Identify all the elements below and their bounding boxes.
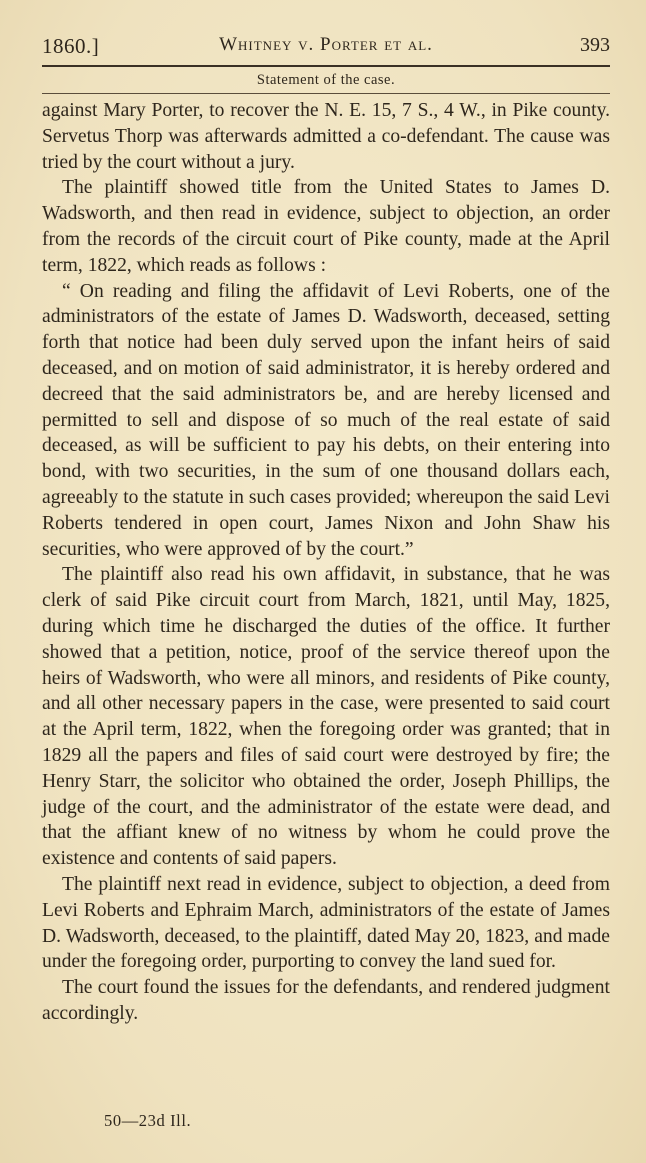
- paragraph: The plaintiff also read his own affidavit, in substance, that he was clerk of said Pike circuit court from March, 1821, until May, 1825, during which time he discharged the duties of the office. It further showed that a petition, notice, proof of the service thereof upon the heirs of Wadsworth, who were all minors, and residents of Pike county, and all other necessary papers in the case, were presented to said court at the April term, 1822, when the foregoing order was granted; that in 1829 all the papers and files of said court were destroyed by fire; the Henry Starr, the solicitor who obtained the order, Joseph Phillips, the judge of the court, and the administrator of the estate were dead, and that the affiant knew of no witness by whom he could prove the existence and contents of said papers.: [42, 564, 610, 870]
- page-number: 393: [580, 34, 610, 56]
- paragraph: The court found the issues for the defendants, and rendered judgment accordingly.: [42, 977, 610, 1024]
- paragraph: The plaintiff next read in evidence, subject to objection, a deed from Levi Roberts and Ephraim March, administrators of the estate of James D. Wadsworth, deceased, to the plaintiff, dated May 20, 1823, and made under the foregoing order, purporting to convey the land sued for.: [42, 873, 610, 973]
- body-text: [42, 98, 610, 1027]
- running-head-title: Whitney v. Porter et al.: [219, 34, 433, 55]
- paragraph: against Mary Porter, to recover the N. E. 15, 7 S., 4 W., in Pike county. Servetus Thorp was afterwards admitted a co-defendant. The cause was tried by the court without a jury.: [42, 100, 610, 173]
- paragraph: The plaintiff showed title from the United States to James D. Wadsworth, and then read in evidence, subject to objection, an order from the records of the circuit court of Pike county, made at the April term, 1822, which reads as follows :: [42, 177, 610, 276]
- section-heading: Statement of the case.: [256, 72, 396, 88]
- running-head: [42, 34, 610, 60]
- subhead-rule: [42, 93, 610, 94]
- signature-mark: 50—23d Ill.: [104, 1111, 192, 1130]
- running-head-year: 1860.]: [42, 34, 100, 58]
- header-rule: [42, 65, 610, 67]
- paragraph: “ On reading and filing the affidavit of Levi Roberts, one of the administrators of the estate of James D. Wadsworth, deceased, setting forth that notice had been duly served upon the infant heirs of said deceased, and on motion of said administrator, it is hereby ordered and decreed that the said administrators be, and are hereby licensed and permitted to sell and dispose of so much of the real estate of said deceased, as will be sufficient to pay his debts, on their entering into bond, with two securities, in the sum of one thousand dollars each, agreeably to the statute in such cases provided; whereupon the said Levi Roberts tendered in open court, James Nixon and John Shaw his securities, who were approved of by the court.”: [42, 280, 610, 560]
